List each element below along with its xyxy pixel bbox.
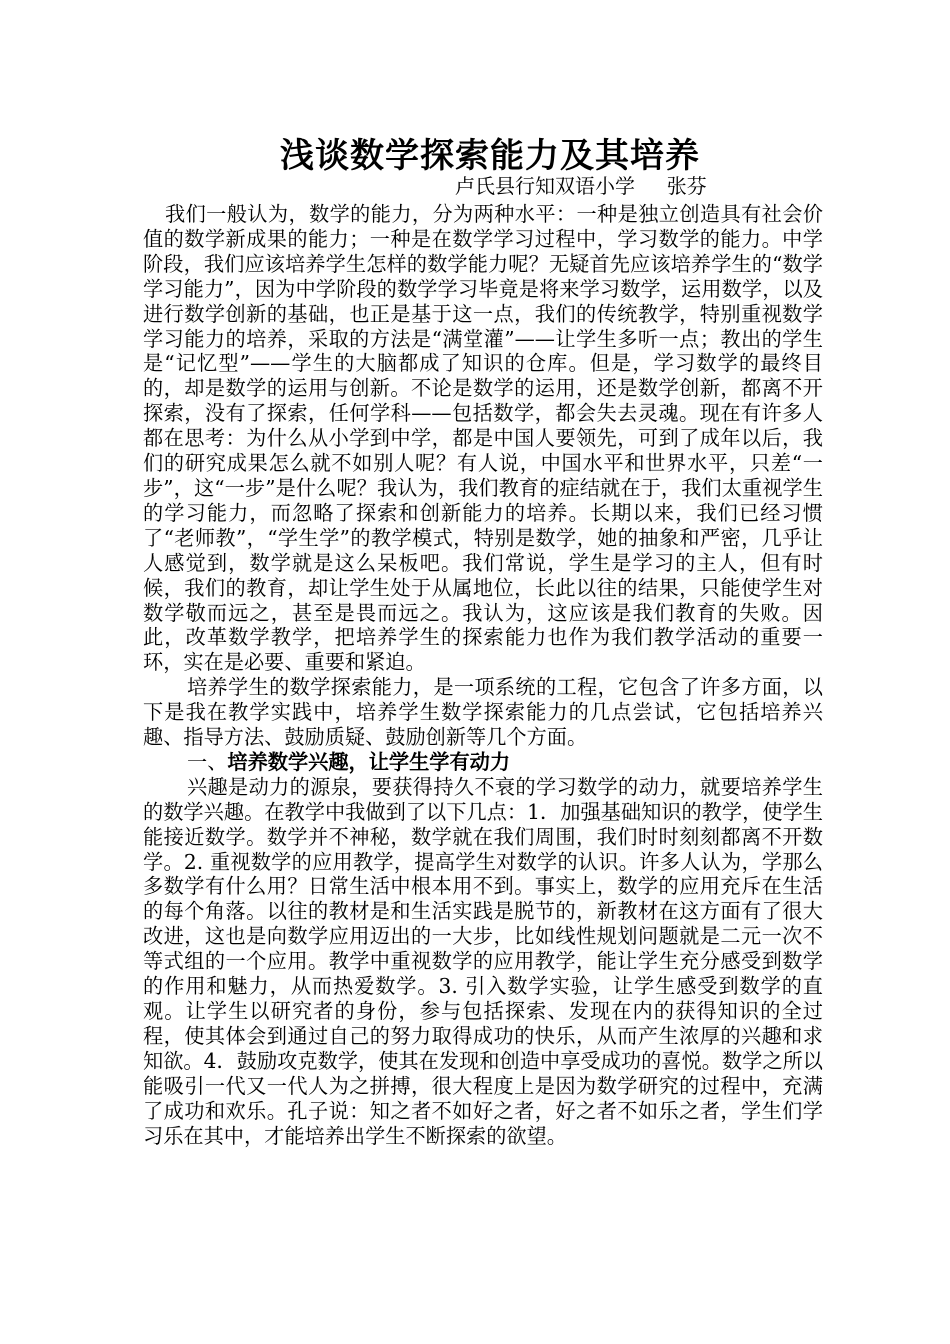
document-title: 浅谈数学探索能力及其培养 [280,136,700,176]
section-1-title: 培养数学兴趣，让学生学有动力 [227,749,511,774]
section-1-number: 一、 [187,749,228,774]
section-1-paragraph: 兴趣是动力的源泉，要获得持久不衰的学习数学的动力，就要培养学生的数学兴趣。在教学中我做到了以下几点：1．加强基础知识的教学，使学生能接近数学。数学并不神秘，数学就在我们周围，我们时时刻刻都离不开数学。2. 重视数学的应用教学，提高学生对数学的认识。许多人认为，学那么多数学有什么用？日常生活中根本用不到。事实上，数学的应用充斥在生活的每个角落。以往的教材是和生活实践是脱节的，新教材在这方面有了很大改进，这也是向数学应用迈出的一大步，比如线性规划问题就是二元一次不等式组的一个应用。教学中重视数学的应用教学，能让学生充分感受到数学的作用和魅力，从而热爱数学。3. 引入数学实验，让学生感受到数学的直观。让学生以研究者的身份，参与包括探索、发现在内的获得知识的全过程，使其体会到通过自己的努力取得成功的快乐，从而产生浓厚的兴趣和求知欲。4．鼓励攻克数学，使其在发现和创造中享受成功的喜悦。数学之所以能吸引一代又一代人为之拼搏，很大程度上是因为数学研究的过程中，充满了成功和欢乐。孔子说：知之者不如好之者，好之者不如乐之者，学生们学习乐在其中，才能培养出学生不断探索的欲望。 [143,774,823,1148]
overview-paragraph: 培养学生的数学探索能力，是一项系统的工程，它包含了许多方面，以下是我在教学实践中，培养学生数学探索能力的几点尝试，它包括培养兴趣、指导方法、鼓励质疑、鼓励创新等几个方面。 [143,675,823,750]
document-body [143,202,823,1148]
section-1-heading [143,750,823,775]
intro-paragraph: 我们一般认为，数学的能力，分为两种水平：一种是独立创造具有社会价值的数学新成果的能力；一种是在数学学习过程中，学习数学的能力。中学阶段，我们应该培养学生怎样的数学能力呢？无疑首先应该培养学生的“数学学习能力”，因为中学阶段的数学学习毕竟是将来学习数学，运用数学，以及进行数学创新的基础，也正是基于这一点，我们的传统教学，特别重视数学学习能力的培养，采取的方法是“满堂灌”——让学生多听一点；教出的学生是“记忆型”——学生的大脑都成了知识的仓库。但是，学习数学的最终目的，却是数学的运用与创新。不论是数学的运用，还是数学创新，都离不开探索，没有了探索，任何学科——包括数学，都会失去灵魂。现在有许多人都在思考：为什么从小学到中学，都是中国人要领先，可到了成年以后，我们的研究成果怎么就不如别人呢？有人说，中国水平和世界水平，只差“一步”，这“一步”是什么呢？我认为，我们教育的症结就在于，我们太重视学生的学习能力，而忽略了探索和创新能力的培养。长期以来，我们已经习惯了“老师教”，“学生学”的教学模式，特别是数学，她的抽象和严密，几乎让人感觉到，数学就是这么呆板吧。我们常说，学生是学习的主人，但有时候，我们的教育，却让学生处于从属地位，长此以往的结果，只能使学生对数学敬而远之，甚至是畏而远之。我认为，这应该是我们教育的失败。因此，改革数学教学，把培养学生的探索能力也作为我们教学活动的重要一环，实在是必要、重要和紧迫。 [143,202,823,675]
author-byline: 卢氏县行知双语小学 张芬 [455,174,707,198]
